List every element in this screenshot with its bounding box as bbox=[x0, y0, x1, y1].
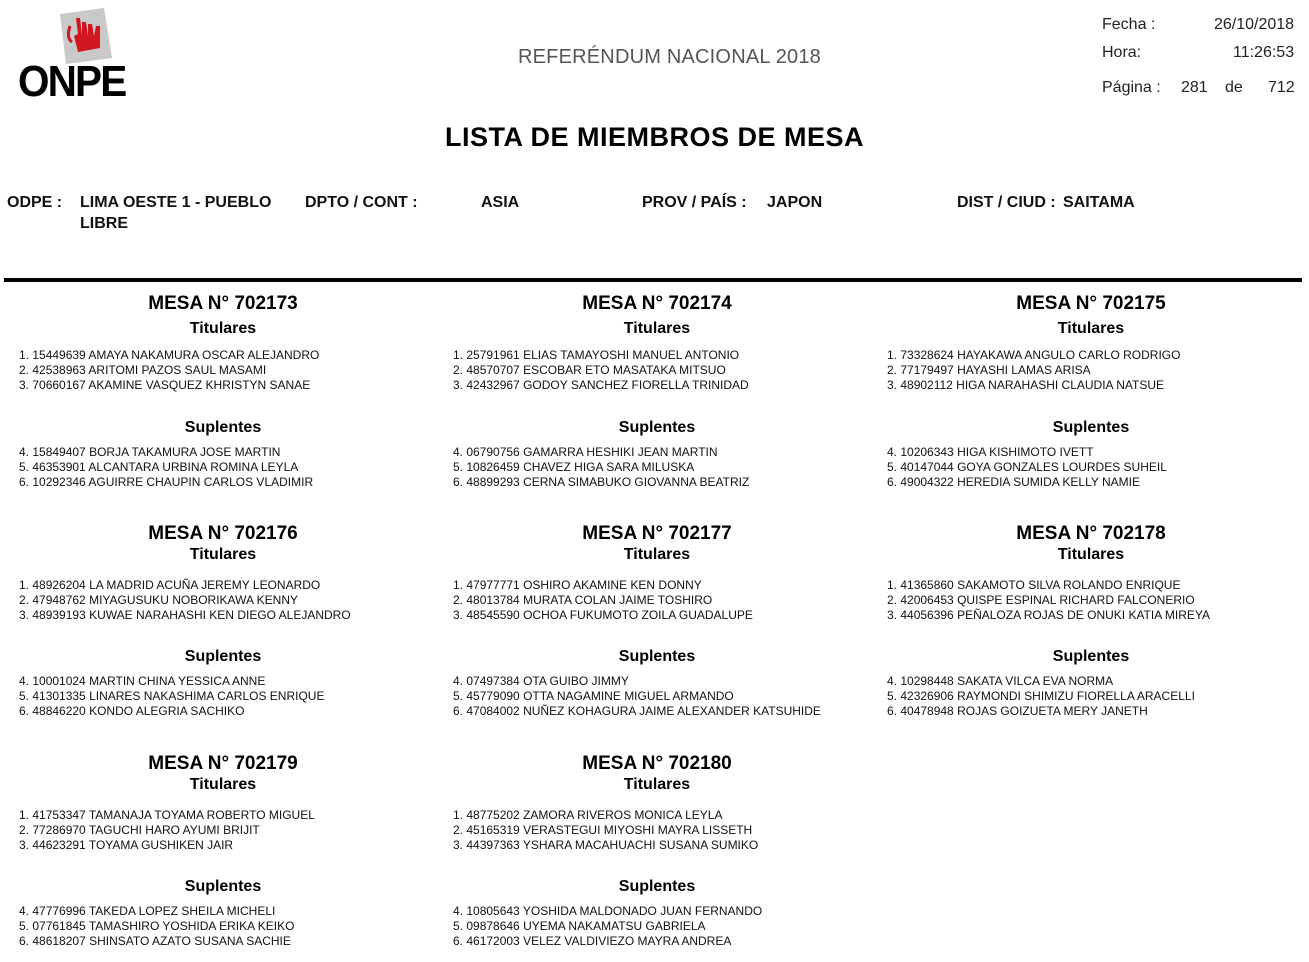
member-row: 2. 47948762 MIYAGUSUKU NOBORIKAWA KENNY bbox=[19, 593, 298, 607]
member-row: 3. 44056396 PEÑALOZA ROJAS DE ONUKI KATIA MIREYA bbox=[887, 608, 1211, 622]
member-row: 6. 48899293 CERNA SIMABUKO GIOVANNA BEATRIZ bbox=[453, 475, 750, 489]
pagina-label: Página : bbox=[1102, 79, 1161, 96]
member-row: 4. 10001024 MARTIN CHINA YESSICA ANNE bbox=[19, 674, 266, 688]
mesa-title: MESA N° 702175 bbox=[1016, 293, 1166, 314]
de-label: de bbox=[1225, 79, 1243, 96]
member-row: 4. 10805643 YOSHIDA MALDONADO JUAN FERNANDO bbox=[453, 904, 763, 918]
member-row: 2. 77286970 TAGUCHI HARO AYUMI BRIJIT bbox=[19, 823, 260, 837]
member-row: 5. 09878646 UYEMA NAKAMATSU GABRIELA bbox=[453, 919, 706, 933]
mesa-title: MESA N° 702176 bbox=[148, 523, 298, 544]
suplentes-list bbox=[19, 674, 324, 719]
suplentes-heading: Suplentes bbox=[618, 648, 696, 665]
suplentes-heading: Suplentes bbox=[184, 419, 262, 436]
member-row: 5. 07761845 TAMASHIRO YOSHIDA ERIKA KEIKO bbox=[19, 919, 295, 933]
member-row: 5. 41301335 LINARES NAKASHIMA CARLOS ENRIQUE bbox=[19, 689, 325, 703]
member-row: 2. 77179497 HAYASHI LAMAS ARISA bbox=[887, 363, 1091, 377]
mesa-title: MESA N° 702173 bbox=[148, 293, 298, 314]
logo-text: ONPE bbox=[18, 57, 126, 106]
suplentes-list bbox=[887, 445, 1167, 490]
member-row: 6. 48618207 SHINSATO AZATO SUSANA SACHIE bbox=[19, 934, 291, 948]
titulares-heading: Titulares bbox=[189, 776, 257, 793]
member-row: 2. 48570707 ESCOBAR ETO MASATAKA MITSUO bbox=[453, 363, 726, 377]
odpe-value-line1: LIMA OESTE 1 - PUEBLO bbox=[80, 194, 272, 211]
titulares-list bbox=[453, 808, 758, 853]
member-row: 1. 48926204 LA MADRID ACUÑA JEREMY LEONARDO bbox=[19, 578, 321, 592]
member-row: 1. 48775202 ZAMORA RIVEROS MONICA LEYLA bbox=[453, 808, 723, 822]
member-row: 3. 48545590 OCHOA FUKUMOTO ZOILA GUADALUPE bbox=[453, 608, 753, 622]
dist-label: DIST / CIUD : bbox=[957, 194, 1056, 211]
odpe-value-line2: LIBRE bbox=[80, 215, 128, 232]
suplentes-list bbox=[453, 445, 749, 490]
member-row: 6. 47084002 NUÑEZ KOHAGURA JAIME ALEXANDER KATSUHIDE bbox=[453, 704, 821, 718]
titulares-list bbox=[453, 578, 753, 623]
member-row: 3. 48939193 KUWAE NARAHASHI KEN DIEGO ALEJANDRO bbox=[19, 608, 351, 622]
member-row: 5. 42326906 RAYMONDI SHIMIZU FIORELLA ARACELLI bbox=[887, 689, 1195, 703]
suplentes-heading: Suplentes bbox=[618, 878, 696, 895]
mesa-title: MESA N° 702179 bbox=[148, 753, 298, 774]
member-row: 1. 15449639 AMAYA NAKAMURA OSCAR ALEJANDRO bbox=[19, 348, 320, 362]
fecha-value: 26/10/2018 bbox=[1214, 16, 1295, 33]
titulares-list bbox=[887, 348, 1180, 393]
mesa-title: MESA N° 702180 bbox=[582, 753, 732, 774]
member-row: 6. 46172003 VELEZ VALDIVIEZO MAYRA ANDREA bbox=[453, 934, 732, 948]
member-row: 1. 47977771 OSHIRO AKAMINE KEN DONNY bbox=[453, 578, 702, 592]
titulares-heading: Titulares bbox=[1057, 320, 1125, 337]
hora-label: Hora: bbox=[1102, 44, 1142, 61]
member-row: 4. 07497384 OTA GUIBO JIMMY bbox=[453, 674, 629, 688]
dpto-value: ASIA bbox=[481, 194, 520, 211]
dpto-label: DPTO / CONT : bbox=[305, 194, 418, 211]
member-row: 4. 10298448 SAKATA VILCA EVA NORMA bbox=[887, 674, 1114, 688]
titulares-heading: Titulares bbox=[623, 320, 691, 337]
odpe-label: ODPE : bbox=[7, 194, 63, 211]
election-subtitle: REFERÉNDUM NACIONAL 2018 bbox=[517, 46, 822, 68]
hora-value: 11:26:53 bbox=[1233, 44, 1295, 61]
member-row: 2. 45165319 VERASTEGUI MIYOSHI MAYRA LISSETH bbox=[453, 823, 753, 837]
member-row: 5. 45779090 OTTA NAGAMINE MIGUEL ARMANDO bbox=[453, 689, 734, 703]
titulares-heading: Titulares bbox=[623, 546, 691, 563]
member-row: 5. 10826459 CHAVEZ HIGA SARA MILUSKA bbox=[453, 460, 695, 474]
mesa-title: MESA N° 702177 bbox=[582, 523, 732, 544]
titulares-heading: Titulares bbox=[189, 320, 257, 337]
mesa-title: MESA N° 702174 bbox=[582, 293, 732, 314]
member-row: 2. 48013784 MURATA COLAN JAIME TOSHIRO bbox=[453, 593, 713, 607]
member-row: 3. 48902112 HIGA NARAHASHI CLAUDIA NATSUE bbox=[887, 378, 1165, 392]
prov-value: JAPON bbox=[767, 194, 823, 211]
titulares-heading: Titulares bbox=[189, 546, 257, 563]
member-row: 3. 42432967 GODOY SANCHEZ FIORELLA TRINIDAD bbox=[453, 378, 749, 392]
suplentes-list bbox=[19, 904, 294, 949]
member-row: 4. 15849407 BORJA TAKAMURA JOSE MARTIN bbox=[19, 445, 281, 459]
member-row: 3. 44623291 TOYAMA GUSHIKEN JAIR bbox=[19, 838, 234, 852]
member-row: 4. 06790756 GAMARRA HESHIKI JEAN MARTIN bbox=[453, 445, 718, 459]
member-row: 1. 25791961 ELIAS TAMAYOSHI MANUEL ANTONIO bbox=[453, 348, 740, 362]
mesa-title: MESA N° 702178 bbox=[1016, 523, 1166, 544]
prov-label: PROV / PAÍS : bbox=[642, 194, 747, 211]
suplentes-heading: Suplentes bbox=[184, 878, 262, 895]
suplentes-heading: Suplentes bbox=[1052, 648, 1130, 665]
member-row: 3. 44397363 YSHARA MACAHUACHI SUSANA SUMIKO bbox=[453, 838, 759, 852]
titulares-list bbox=[887, 578, 1210, 623]
member-row: 1. 41365860 SAKAMOTO SILVA ROLANDO ENRIQUE bbox=[887, 578, 1181, 592]
suplentes-heading: Suplentes bbox=[1052, 419, 1130, 436]
member-row: 6. 48846220 KONDO ALEGRIA SACHIKO bbox=[19, 704, 245, 718]
member-row: 2. 42006453 QUISPE ESPINAL RICHARD FALCONERIO bbox=[887, 593, 1195, 607]
member-row: 6. 10292346 AGUIRRE CHAUPIN CARLOS VLADIMIR bbox=[19, 475, 314, 489]
titulares-list bbox=[453, 348, 749, 393]
member-row: 1. 73328624 HAYAKAWA ANGULO CARLO RODRIGO bbox=[887, 348, 1181, 362]
member-row: 5. 46353901 ALCANTARA URBINA ROMINA LEYLA bbox=[19, 460, 299, 474]
total-pages: 712 bbox=[1268, 79, 1295, 96]
titulares-list bbox=[19, 348, 319, 393]
member-row: 6. 49004322 HEREDIA SUMIDA KELLY NAMIE bbox=[887, 475, 1141, 489]
titulares-heading: Titulares bbox=[1057, 546, 1125, 563]
fecha-label: Fecha : bbox=[1102, 16, 1156, 33]
titulares-list bbox=[19, 578, 351, 623]
member-row: 2. 42538963 ARITOMI PAZOS SAUL MASAMI bbox=[19, 363, 267, 377]
titulares-heading: Titulares bbox=[623, 776, 691, 793]
member-row: 4. 10206343 HIGA KISHIMOTO IVETT bbox=[887, 445, 1094, 459]
suplentes-list bbox=[453, 904, 762, 949]
suplentes-list bbox=[887, 674, 1195, 719]
odpe-value bbox=[80, 192, 271, 234]
header-divider bbox=[4, 278, 1302, 282]
page-number: 281 bbox=[1181, 79, 1208, 96]
titulares-list bbox=[19, 808, 315, 853]
member-row: 6. 40478948 ROJAS GOIZUETA MERY JANETH bbox=[887, 704, 1148, 718]
member-row: 3. 70660167 AKAMINE VASQUEZ KHRISTYN SANAE bbox=[19, 378, 311, 392]
member-row: 1. 41753347 TAMANAJA TOYAMA ROBERTO MIGUEL bbox=[19, 808, 315, 822]
member-row: 5. 40147044 GOYA GONZALES LOURDES SUHEIL bbox=[887, 460, 1167, 474]
suplentes-list bbox=[453, 674, 821, 719]
suplentes-heading: Suplentes bbox=[184, 648, 262, 665]
member-row: 4. 47776996 TAKEDA LOPEZ SHEILA MICHELI bbox=[19, 904, 276, 918]
dist-value: SAITAMA bbox=[1063, 194, 1135, 211]
page-title: LISTA DE MIEMBROS DE MESA bbox=[444, 122, 865, 152]
suplentes-list bbox=[19, 445, 313, 490]
suplentes-heading: Suplentes bbox=[618, 419, 696, 436]
